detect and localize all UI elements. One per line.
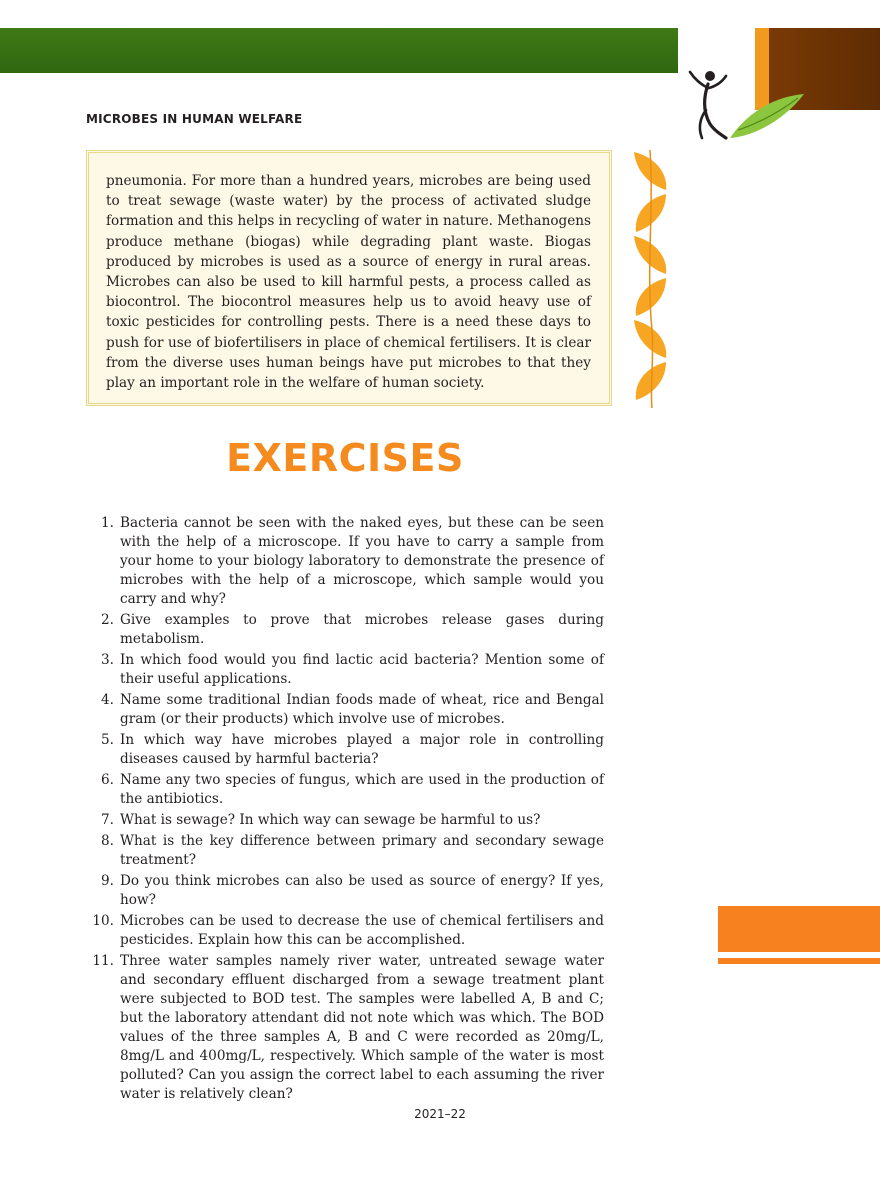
list-item (86, 912, 604, 950)
leaf-column-icon (628, 150, 674, 408)
list-item (86, 691, 604, 729)
question-text: In which food would you find lactic acid bacteria? Mention some of their useful applications. (120, 652, 604, 687)
list-item (86, 651, 604, 689)
list-item (86, 731, 604, 769)
summary-text: pneumonia. For more than a hundred years, microbes are being used to treat sewage (waste water) by the process of activated sludge formation and this helps in recycling of water in nature. Methanogens produce methane (biogas) while degrading plant waste. Biogas produced by microbes is used as a source of energy in rural areas. Microbes can also be used to kill harmful pests, a process called as biocontrol. The biocontrol measures help us to avoid heavy use of toxic pesticides for controlling pests. There is a need these days to push for use of biofertilisers in place of chemical fertilisers. It is clear from the diverse uses human beings have put microbes to that they play an important role in the welfare of human society. (106, 173, 592, 392)
list-item (86, 832, 604, 870)
side-tab (718, 906, 880, 952)
list-item (86, 771, 604, 809)
question-number: 5. (101, 732, 114, 748)
list-item (86, 811, 604, 830)
question-text: What is sewage? In which way can sewage be harmful to us? (120, 812, 541, 828)
question-text: Microbes can be used to decrease the use of chemical fertilisers and pesticides. Explain how this can be accomplished. (120, 913, 604, 948)
question-number: 2. (101, 612, 114, 628)
list-item (86, 952, 604, 1104)
figure-leaf-icon (686, 66, 812, 142)
question-number: 11. (92, 953, 114, 969)
list-item (86, 514, 604, 609)
question-number: 7. (101, 812, 114, 828)
question-text: Do you think microbes can also be used as source of energy? If yes, how? (120, 873, 604, 908)
question-number: 9. (101, 873, 114, 889)
header-band (0, 28, 678, 73)
question-text: What is the key difference between primary and secondary sewage treatment? (120, 833, 604, 868)
question-number: 8. (101, 833, 114, 849)
running-head: MICROBES IN HUMAN WELFARE (86, 112, 303, 126)
exercises-title: EXERCISES (226, 436, 464, 480)
question-text: Bacteria cannot be seen with the naked eyes, but these can be seen with the help of a microscope. If you have to carry a sample from your home to your biology laboratory to demonstrate the presence of microbes with the help of a microscope, which sample would you carry and why? (120, 515, 604, 607)
list-item (86, 872, 604, 910)
list-item (86, 611, 604, 649)
question-number: 10. (92, 913, 114, 929)
question-number: 3. (101, 652, 114, 668)
question-text: Name some traditional Indian foods made of wheat, rice and Bengal gram (or their products) which involve use of microbes. (120, 692, 604, 727)
footer-year: 2021–22 (414, 1107, 466, 1121)
question-number: 6. (101, 772, 114, 788)
exercise-list (86, 514, 604, 1106)
question-number: 4. (101, 692, 114, 708)
question-text: Give examples to prove that microbes release gases during metabolism. (120, 612, 604, 647)
question-text: Three water samples namely river water, untreated sewage water and secondary effluent discharged from a sewage treatment plant were subjected to BOD test. The samples were labelled A, B and C; but the laboratory attendant did not note which was which. The BOD values of the three samples A, B and C were recorded as 20mg/L, 8mg/L and 400mg/L, respectively. Which sample of the water is most polluted? Can you assign the correct label to each assuming the river water is relatively clean? (120, 953, 604, 1102)
summary-box (86, 150, 612, 406)
question-text: In which way have microbes played a major role in controlling diseases caused by harmful bacteria? (120, 732, 604, 767)
question-number: 1. (101, 515, 114, 531)
side-tab-line (718, 958, 880, 964)
question-text: Name any two species of fungus, which are used in the production of the antibiotics. (120, 772, 604, 807)
